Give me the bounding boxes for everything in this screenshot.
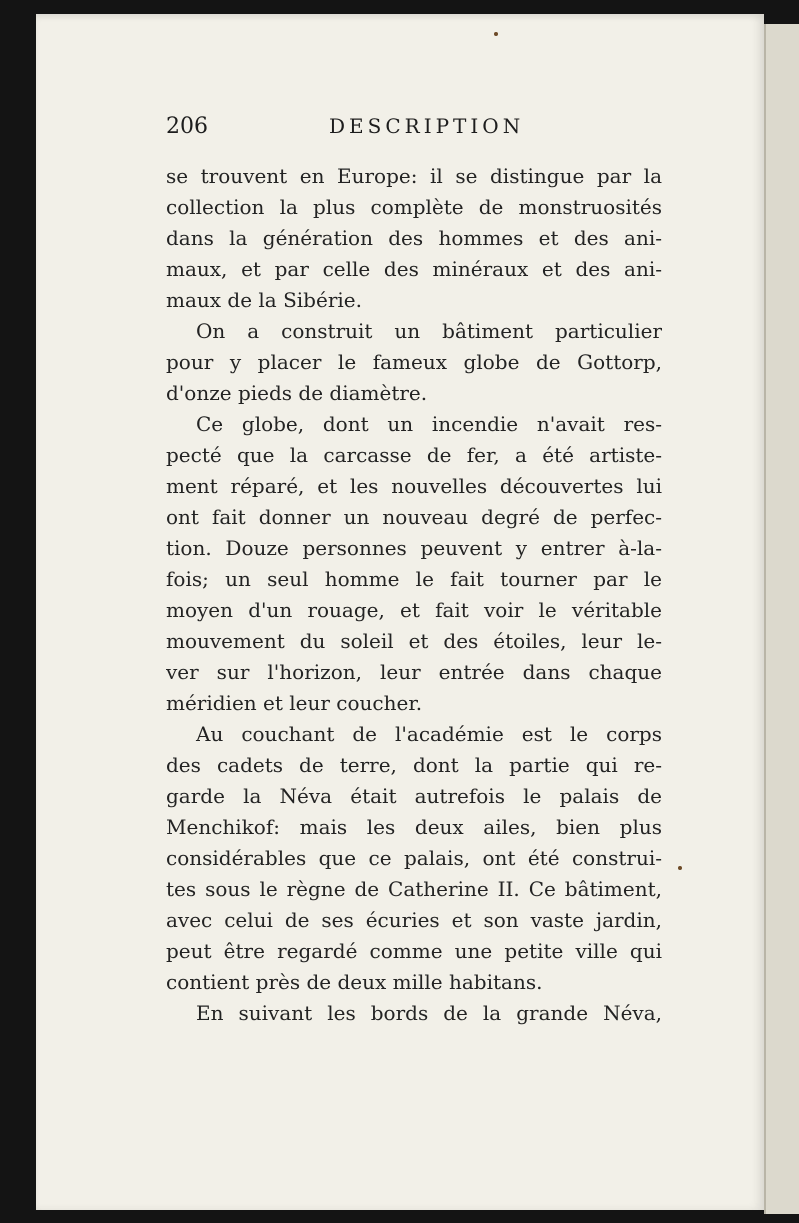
text-line: maux de la Sibérie. bbox=[166, 288, 362, 312]
paper-speck bbox=[494, 32, 498, 36]
text-line: garde la Néva était autrefois le palais de bbox=[166, 784, 662, 808]
text-line: se trouvent en Europe: il se distingue par la bbox=[166, 164, 662, 188]
text-line: considérables que ce palais, ont été construi- bbox=[166, 846, 662, 870]
text-line: ver sur l'horizon, leur entrée dans chaque bbox=[166, 660, 662, 684]
text-line: fois; un seul homme le fait tourner par le bbox=[166, 567, 662, 591]
text-line: pour y placer le fameux globe de Gottorp, bbox=[166, 350, 662, 374]
text-line: tes sous le règne de Catherine II. Ce bâtiment, bbox=[166, 877, 662, 901]
facing-page-edge bbox=[764, 24, 799, 1214]
text-line: dans la génération des hommes et des ani- bbox=[166, 226, 662, 250]
text-line: collection la plus complète de monstruosités bbox=[166, 195, 662, 219]
text-line: On a construit un bâtiment particulier bbox=[196, 319, 662, 343]
text-line: contient près de deux mille habitans. bbox=[166, 970, 543, 994]
text-line: ment réparé, et les nouvelles découvertes lui bbox=[166, 474, 662, 498]
text-line: moyen d'un rouage, et fait voir le véritable bbox=[166, 598, 662, 622]
text-line: tion. Douze personnes peuvent y entrer à-la- bbox=[166, 536, 662, 560]
text-line: des cadets de terre, dont la partie qui re- bbox=[166, 753, 662, 777]
text-line: Menchikof: mais les deux ailes, bien plus bbox=[166, 815, 662, 839]
paper-speck bbox=[678, 866, 682, 870]
running-title: DESCRIPTION bbox=[329, 114, 525, 138]
text-line: Au couchant de l'académie est le corps bbox=[196, 722, 662, 746]
text-line: avec celui de ses écuries et son vaste jardin, bbox=[166, 908, 662, 932]
book-page bbox=[36, 14, 764, 1210]
text-line: En suivant les bords de la grande Néva, bbox=[196, 1001, 662, 1025]
text-line: d'onze pieds de diamètre. bbox=[166, 381, 428, 405]
text-line: méridien et leur coucher. bbox=[166, 691, 423, 715]
page-header bbox=[36, 98, 764, 138]
text-line: ont fait donner un nouveau degré de perfec- bbox=[166, 505, 662, 529]
text-line: peut être regardé comme une petite ville qui bbox=[166, 939, 662, 963]
text-line: mouvement du soleil et des étoiles, leur le- bbox=[166, 629, 662, 653]
text-line: Ce globe, dont un incendie n'avait res- bbox=[196, 412, 662, 436]
text-line: pecté que la carcasse de fer, a été artiste- bbox=[166, 443, 662, 467]
page-number: 206 bbox=[166, 114, 208, 139]
text-line: maux, et par celle des minéraux et des ani- bbox=[166, 257, 662, 281]
body-text bbox=[166, 161, 662, 1029]
